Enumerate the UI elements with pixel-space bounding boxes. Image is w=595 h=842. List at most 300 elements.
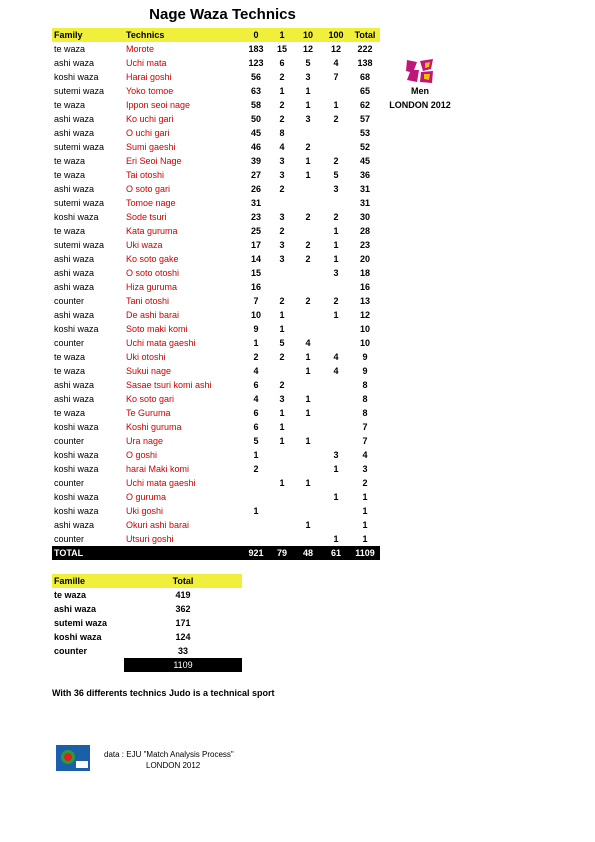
score-1-cell: 1 [279, 422, 285, 432]
score-1-cell [270, 266, 294, 280]
score-10-cell [294, 448, 322, 462]
score-1-cell: 6 [279, 58, 285, 68]
score-100-cell [322, 518, 350, 532]
technic-cell: O soto gari [126, 184, 171, 194]
total-cell: 1 [362, 520, 368, 530]
family-cell: ashi waza [54, 520, 95, 530]
score-10-cell [294, 490, 322, 504]
family-name-cell: te waza [54, 590, 87, 600]
score-10-cell: 1 [305, 352, 311, 362]
score-100-cell: 2 [333, 114, 339, 124]
score-100-cell [322, 420, 350, 434]
score-100-cell: 4 [333, 352, 339, 362]
score-1-cell: 2 [279, 352, 285, 362]
family-cell: ashi waza [54, 282, 95, 292]
score-1-cell: 2 [279, 184, 285, 194]
family-cell: koshi waza [54, 450, 99, 460]
technic-cell: Utsuri goshi [126, 534, 174, 544]
score-100-cell [322, 84, 350, 98]
table-row [52, 462, 380, 476]
technic-cell: Te Guruma [126, 408, 171, 418]
score-1-cell: 2 [279, 226, 285, 236]
technic-cell: Sukui nage [126, 366, 172, 376]
family-cell: ashi waza [54, 254, 95, 264]
score-0-cell [242, 532, 270, 546]
score-100-cell [322, 476, 350, 490]
score-0-cell: 26 [250, 184, 261, 194]
table-row [52, 364, 380, 378]
technic-cell: Uki waza [126, 240, 163, 250]
total-score-1: 79 [270, 546, 294, 560]
family-header-total: Total [124, 574, 242, 588]
total-cell: 8 [362, 394, 368, 404]
technic-cell: Sode tsuri [126, 212, 167, 222]
family-total-cell: 419 [175, 590, 191, 600]
family-name-cell: koshi waza [54, 632, 102, 642]
score-10-cell: 1 [305, 408, 311, 418]
total-cell: 8 [362, 408, 368, 418]
technic-cell: Sasae tsuri komi ashi [126, 380, 212, 390]
table-row [52, 168, 380, 182]
score-0-cell: 10 [250, 310, 261, 320]
score-10-cell [294, 378, 322, 392]
total-label: TOTAL [52, 546, 242, 560]
total-cell: 2 [362, 478, 368, 488]
score-10-cell: 1 [305, 478, 311, 488]
family-cell: counter [54, 296, 85, 306]
score-100-cell: 1 [333, 226, 339, 236]
score-10-cell [294, 322, 322, 336]
source-line-1: data : EJU "Match Analysis Process" [104, 750, 234, 759]
family-total-cell: 362 [175, 604, 191, 614]
table-row [52, 42, 380, 56]
technic-cell: Ko soto gari [126, 394, 175, 404]
score-1-cell [270, 196, 294, 210]
score-100-cell: 1 [333, 240, 339, 250]
score-100-cell: 3 [333, 268, 339, 278]
family-name-cell: counter [54, 646, 88, 656]
score-100-cell [322, 126, 350, 140]
score-10-cell: 1 [305, 520, 311, 530]
score-100-cell: 12 [330, 44, 341, 54]
table-row [52, 518, 380, 532]
score-10-cell [294, 462, 322, 476]
score-100-cell [322, 434, 350, 448]
table-row [52, 126, 380, 140]
technic-cell: Tai otoshi [126, 170, 165, 180]
family-cell: koshi waza [54, 72, 99, 82]
score-0-cell: 27 [250, 170, 261, 180]
family-cell: koshi waza [54, 492, 99, 502]
score-10-cell [294, 308, 322, 322]
technic-cell: Uki goshi [126, 506, 164, 516]
header-technics: Technics [124, 28, 242, 42]
page-title: Nage Waza Technics [149, 6, 296, 23]
score-10-cell [294, 504, 322, 518]
score-10-cell [294, 266, 322, 280]
total-cell: 23 [359, 240, 370, 250]
technic-cell: O guruma [126, 492, 167, 502]
family-total-cell: 33 [177, 646, 188, 656]
score-0-cell: 2 [253, 464, 259, 474]
family-name-cell: sutemi waza [54, 618, 108, 628]
event-category: Men [411, 86, 429, 96]
score-1-cell: 5 [279, 338, 285, 348]
london-2012-logo-icon [405, 58, 435, 84]
family-row [52, 630, 242, 644]
score-10-cell: 1 [305, 100, 311, 110]
score-100-cell [322, 322, 350, 336]
technic-cell: Morote [126, 44, 155, 54]
score-1-cell: 1 [279, 324, 285, 334]
score-100-cell: 3 [333, 450, 339, 460]
score-10-cell [294, 224, 322, 238]
technic-cell: Ura nage [126, 436, 164, 446]
technic-cell: Soto maki komi [126, 324, 188, 334]
score-100-cell: 1 [333, 100, 339, 110]
score-1-cell [270, 518, 294, 532]
table-row [52, 532, 380, 546]
family-cell: ashi waza [54, 268, 95, 278]
score-0-cell: 63 [250, 86, 261, 96]
score-10-cell [294, 182, 322, 196]
score-100-cell: 3 [333, 184, 339, 194]
total-grand: 1109 [350, 546, 380, 560]
table-row [52, 154, 380, 168]
total-score-0: 921 [242, 546, 270, 560]
family-cell: counter [54, 478, 85, 488]
table-row [52, 182, 380, 196]
total-score-100: 61 [322, 546, 350, 560]
score-1-cell: 1 [279, 408, 285, 418]
family-cell: ashi waza [54, 380, 95, 390]
score-1-cell: 3 [279, 254, 285, 264]
table-row [52, 504, 380, 518]
total-cell: 45 [359, 156, 370, 166]
table-row [52, 490, 380, 504]
score-100-cell: 2 [333, 212, 339, 222]
table-row [52, 252, 380, 266]
score-0-cell: 45 [250, 128, 261, 138]
table-row [52, 336, 380, 350]
score-1-cell: 3 [279, 394, 285, 404]
score-0-cell: 7 [253, 296, 259, 306]
family-total-cell: 124 [175, 632, 191, 642]
technic-cell: Eri Seoi Nage [126, 156, 182, 166]
score-1-cell: 2 [279, 72, 285, 82]
total-cell: 1 [362, 534, 368, 544]
score-1-cell: 1 [279, 86, 285, 96]
score-100-cell: 1 [333, 492, 339, 502]
family-cell: counter [54, 338, 85, 348]
table-row [52, 322, 380, 336]
total-cell: 12 [359, 310, 370, 320]
family-row [52, 602, 242, 616]
technic-cell: Sumi gaeshi [126, 142, 176, 152]
family-cell: te waza [54, 156, 86, 166]
score-10-cell [294, 280, 322, 294]
score-0-cell: 46 [250, 142, 261, 152]
total-cell: 30 [359, 212, 370, 222]
table-row [52, 266, 380, 280]
table-row [52, 308, 380, 322]
technic-cell: O goshi [126, 450, 158, 460]
score-1-cell [270, 462, 294, 476]
score-10-cell: 2 [305, 240, 311, 250]
table-row [52, 112, 380, 126]
header-score-1: 1 [270, 28, 294, 42]
score-0-cell: 58 [250, 100, 261, 110]
score-100-cell: 1 [333, 310, 339, 320]
technic-cell: Kata guruma [126, 226, 178, 236]
score-0-cell: 16 [250, 282, 261, 292]
header-score-0: 0 [242, 28, 270, 42]
total-cell: 28 [359, 226, 370, 236]
table-header-row [52, 28, 380, 42]
score-1-cell: 2 [279, 296, 285, 306]
technic-cell: De ashi barai [126, 310, 180, 320]
score-10-cell: 3 [305, 114, 311, 124]
score-0-cell: 1 [253, 338, 259, 348]
score-100-cell [322, 140, 350, 154]
score-10-cell: 2 [305, 254, 311, 264]
score-1-cell: 3 [279, 212, 285, 222]
score-10-cell: 5 [305, 58, 311, 68]
family-cell: koshi waza [54, 464, 99, 474]
score-10-cell: 1 [305, 366, 311, 376]
score-0-cell: 5 [253, 436, 259, 446]
family-grand-total: 1109 [124, 658, 242, 672]
score-1-cell [270, 490, 294, 504]
score-10-cell: 2 [305, 296, 311, 306]
score-100-cell: 1 [333, 464, 339, 474]
score-100-cell: 7 [333, 72, 339, 82]
score-0-cell: 17 [250, 240, 261, 250]
score-10-cell [294, 196, 322, 210]
score-100-cell: 4 [333, 366, 339, 376]
total-cell: 53 [359, 128, 370, 138]
score-100-cell: 4 [333, 58, 339, 68]
score-0-cell: 123 [248, 58, 264, 68]
score-0-cell: 14 [250, 254, 261, 264]
table-row [52, 238, 380, 252]
total-cell: 222 [357, 44, 373, 54]
total-cell: 7 [362, 436, 368, 446]
eju-logo-icon [56, 745, 90, 771]
score-0-cell: 9 [253, 324, 259, 334]
score-0-cell: 39 [250, 156, 261, 166]
table-row [52, 224, 380, 238]
total-cell: 31 [359, 198, 370, 208]
family-cell: te waza [54, 226, 86, 236]
score-10-cell: 1 [305, 156, 311, 166]
score-1-cell: 3 [279, 170, 285, 180]
score-100-cell [322, 336, 350, 350]
family-cell: koshi waza [54, 324, 99, 334]
score-10-cell: 12 [302, 44, 313, 54]
score-100-cell [322, 378, 350, 392]
table-row [52, 196, 380, 210]
score-10-cell [294, 126, 322, 140]
score-1-cell: 3 [279, 156, 285, 166]
total-cell: 4 [362, 450, 368, 460]
total-cell: 62 [359, 100, 370, 110]
family-cell: ashi waza [54, 128, 95, 138]
total-cell: 13 [359, 296, 370, 306]
technic-cell: Okuri ashi barai [126, 520, 190, 530]
family-cell: koshi waza [54, 506, 99, 516]
score-100-cell: 1 [333, 534, 339, 544]
score-0-cell: 31 [250, 198, 261, 208]
score-1-cell: 15 [276, 44, 287, 54]
total-cell: 20 [359, 254, 370, 264]
total-cell: 1 [362, 492, 368, 502]
header-total: Total [350, 28, 380, 42]
score-1-cell: 1 [279, 310, 285, 320]
score-1-cell: 2 [279, 380, 285, 390]
technic-cell: Uchi mata [126, 58, 167, 68]
score-10-cell: 4 [305, 338, 311, 348]
family-cell: ashi waza [54, 310, 95, 320]
score-10-cell: 3 [305, 72, 311, 82]
score-0-cell: 23 [250, 212, 261, 222]
total-cell: 57 [359, 114, 370, 124]
total-cell: 9 [362, 352, 368, 362]
total-cell: 9 [362, 366, 368, 376]
technic-cell: Uchi mata gaeshi [126, 338, 196, 348]
source-line-2: LONDON 2012 [146, 761, 201, 770]
table-row [52, 98, 380, 112]
technic-cell: Tani otoshi [126, 296, 170, 306]
table-row [52, 210, 380, 224]
score-1-cell: 8 [279, 128, 285, 138]
score-0-cell [242, 518, 270, 532]
family-cell: koshi waza [54, 422, 99, 432]
score-0-cell: 50 [250, 114, 261, 124]
score-0-cell: 4 [253, 366, 259, 376]
total-cell: 10 [359, 338, 370, 348]
technic-cell: Yoko tomoe [126, 86, 174, 96]
family-cell: te waza [54, 352, 86, 362]
score-0-cell: 6 [253, 380, 259, 390]
family-cell: te waza [54, 170, 86, 180]
technic-cell: Uki otoshi [126, 352, 166, 362]
technic-cell: Ko uchi gari [126, 114, 174, 124]
family-cell: sutemi waza [54, 198, 105, 208]
table-row [52, 70, 380, 84]
total-cell: 8 [362, 380, 368, 390]
score-0-cell: 1 [253, 506, 259, 516]
score-10-cell: 1 [305, 394, 311, 404]
table-row [52, 56, 380, 70]
family-row [52, 644, 242, 658]
score-100-cell: 5 [333, 170, 339, 180]
score-100-cell: 1 [333, 254, 339, 264]
header-score-10: 10 [294, 28, 322, 42]
technic-cell: O soto otoshi [126, 268, 180, 278]
header-score-100: 100 [322, 28, 350, 42]
score-100-cell [322, 392, 350, 406]
header-family: Family [52, 28, 124, 42]
total-cell: 138 [357, 58, 373, 68]
score-0-cell [242, 476, 270, 490]
score-0-cell: 6 [253, 422, 259, 432]
score-1-cell [270, 364, 294, 378]
score-1-cell [270, 448, 294, 462]
family-cell: ashi waza [54, 58, 95, 68]
score-0-cell: 2 [253, 352, 259, 362]
total-cell: 68 [359, 72, 370, 82]
score-0-cell: 1 [253, 450, 259, 460]
score-10-cell [294, 420, 322, 434]
score-10-cell: 2 [305, 142, 311, 152]
family-header-row [52, 574, 242, 588]
score-1-cell: 2 [279, 114, 285, 124]
table-row [52, 476, 380, 490]
score-1-cell: 2 [279, 100, 285, 110]
total-cell: 18 [359, 268, 370, 278]
family-header-famille: Famille [52, 574, 124, 588]
total-score-10: 48 [294, 546, 322, 560]
technics-table [52, 28, 380, 560]
technic-cell: Harai goshi [126, 72, 172, 82]
table-row [52, 420, 380, 434]
score-0-cell: 25 [250, 226, 261, 236]
total-cell: 52 [359, 142, 370, 152]
table-row [52, 434, 380, 448]
family-cell: te waza [54, 100, 86, 110]
score-10-cell: 2 [305, 212, 311, 222]
score-100-cell [322, 504, 350, 518]
score-0-cell: 4 [253, 394, 259, 404]
technic-cell: Koshi guruma [126, 422, 182, 432]
score-0-cell: 183 [248, 44, 264, 54]
family-cell: ashi waza [54, 114, 95, 124]
family-name-cell: ashi waza [54, 604, 97, 614]
total-cell: 1 [362, 506, 368, 516]
family-cell: ashi waza [54, 184, 95, 194]
table-row [52, 350, 380, 364]
table-row [52, 392, 380, 406]
table-row [52, 378, 380, 392]
family-cell: te waza [54, 408, 86, 418]
table-row [52, 406, 380, 420]
score-0-cell: 15 [250, 268, 261, 278]
score-10-cell [294, 532, 322, 546]
family-summary-table [52, 574, 242, 672]
score-1-cell: 1 [279, 436, 285, 446]
event-city: LONDON 2012 [389, 100, 451, 110]
total-cell: 10 [359, 324, 370, 334]
score-0-cell: 56 [250, 72, 261, 82]
technic-cell: Uchi mata gaeshi [126, 478, 196, 488]
total-row [52, 546, 380, 560]
family-cell: te waza [54, 44, 86, 54]
score-100-cell: 2 [333, 296, 339, 306]
family-cell: sutemi waza [54, 240, 105, 250]
score-10-cell: 1 [305, 170, 311, 180]
family-cell: counter [54, 436, 85, 446]
score-1-cell: 1 [279, 478, 285, 488]
score-100-cell [322, 196, 350, 210]
technic-cell: Hiza guruma [126, 282, 178, 292]
score-10-cell: 1 [305, 86, 311, 96]
technic-cell: Ko soto gake [126, 254, 179, 264]
score-0-cell: 6 [253, 408, 259, 418]
family-cell: te waza [54, 366, 86, 376]
technic-cell: Tomoe nage [126, 198, 176, 208]
family-total-row [52, 658, 242, 672]
